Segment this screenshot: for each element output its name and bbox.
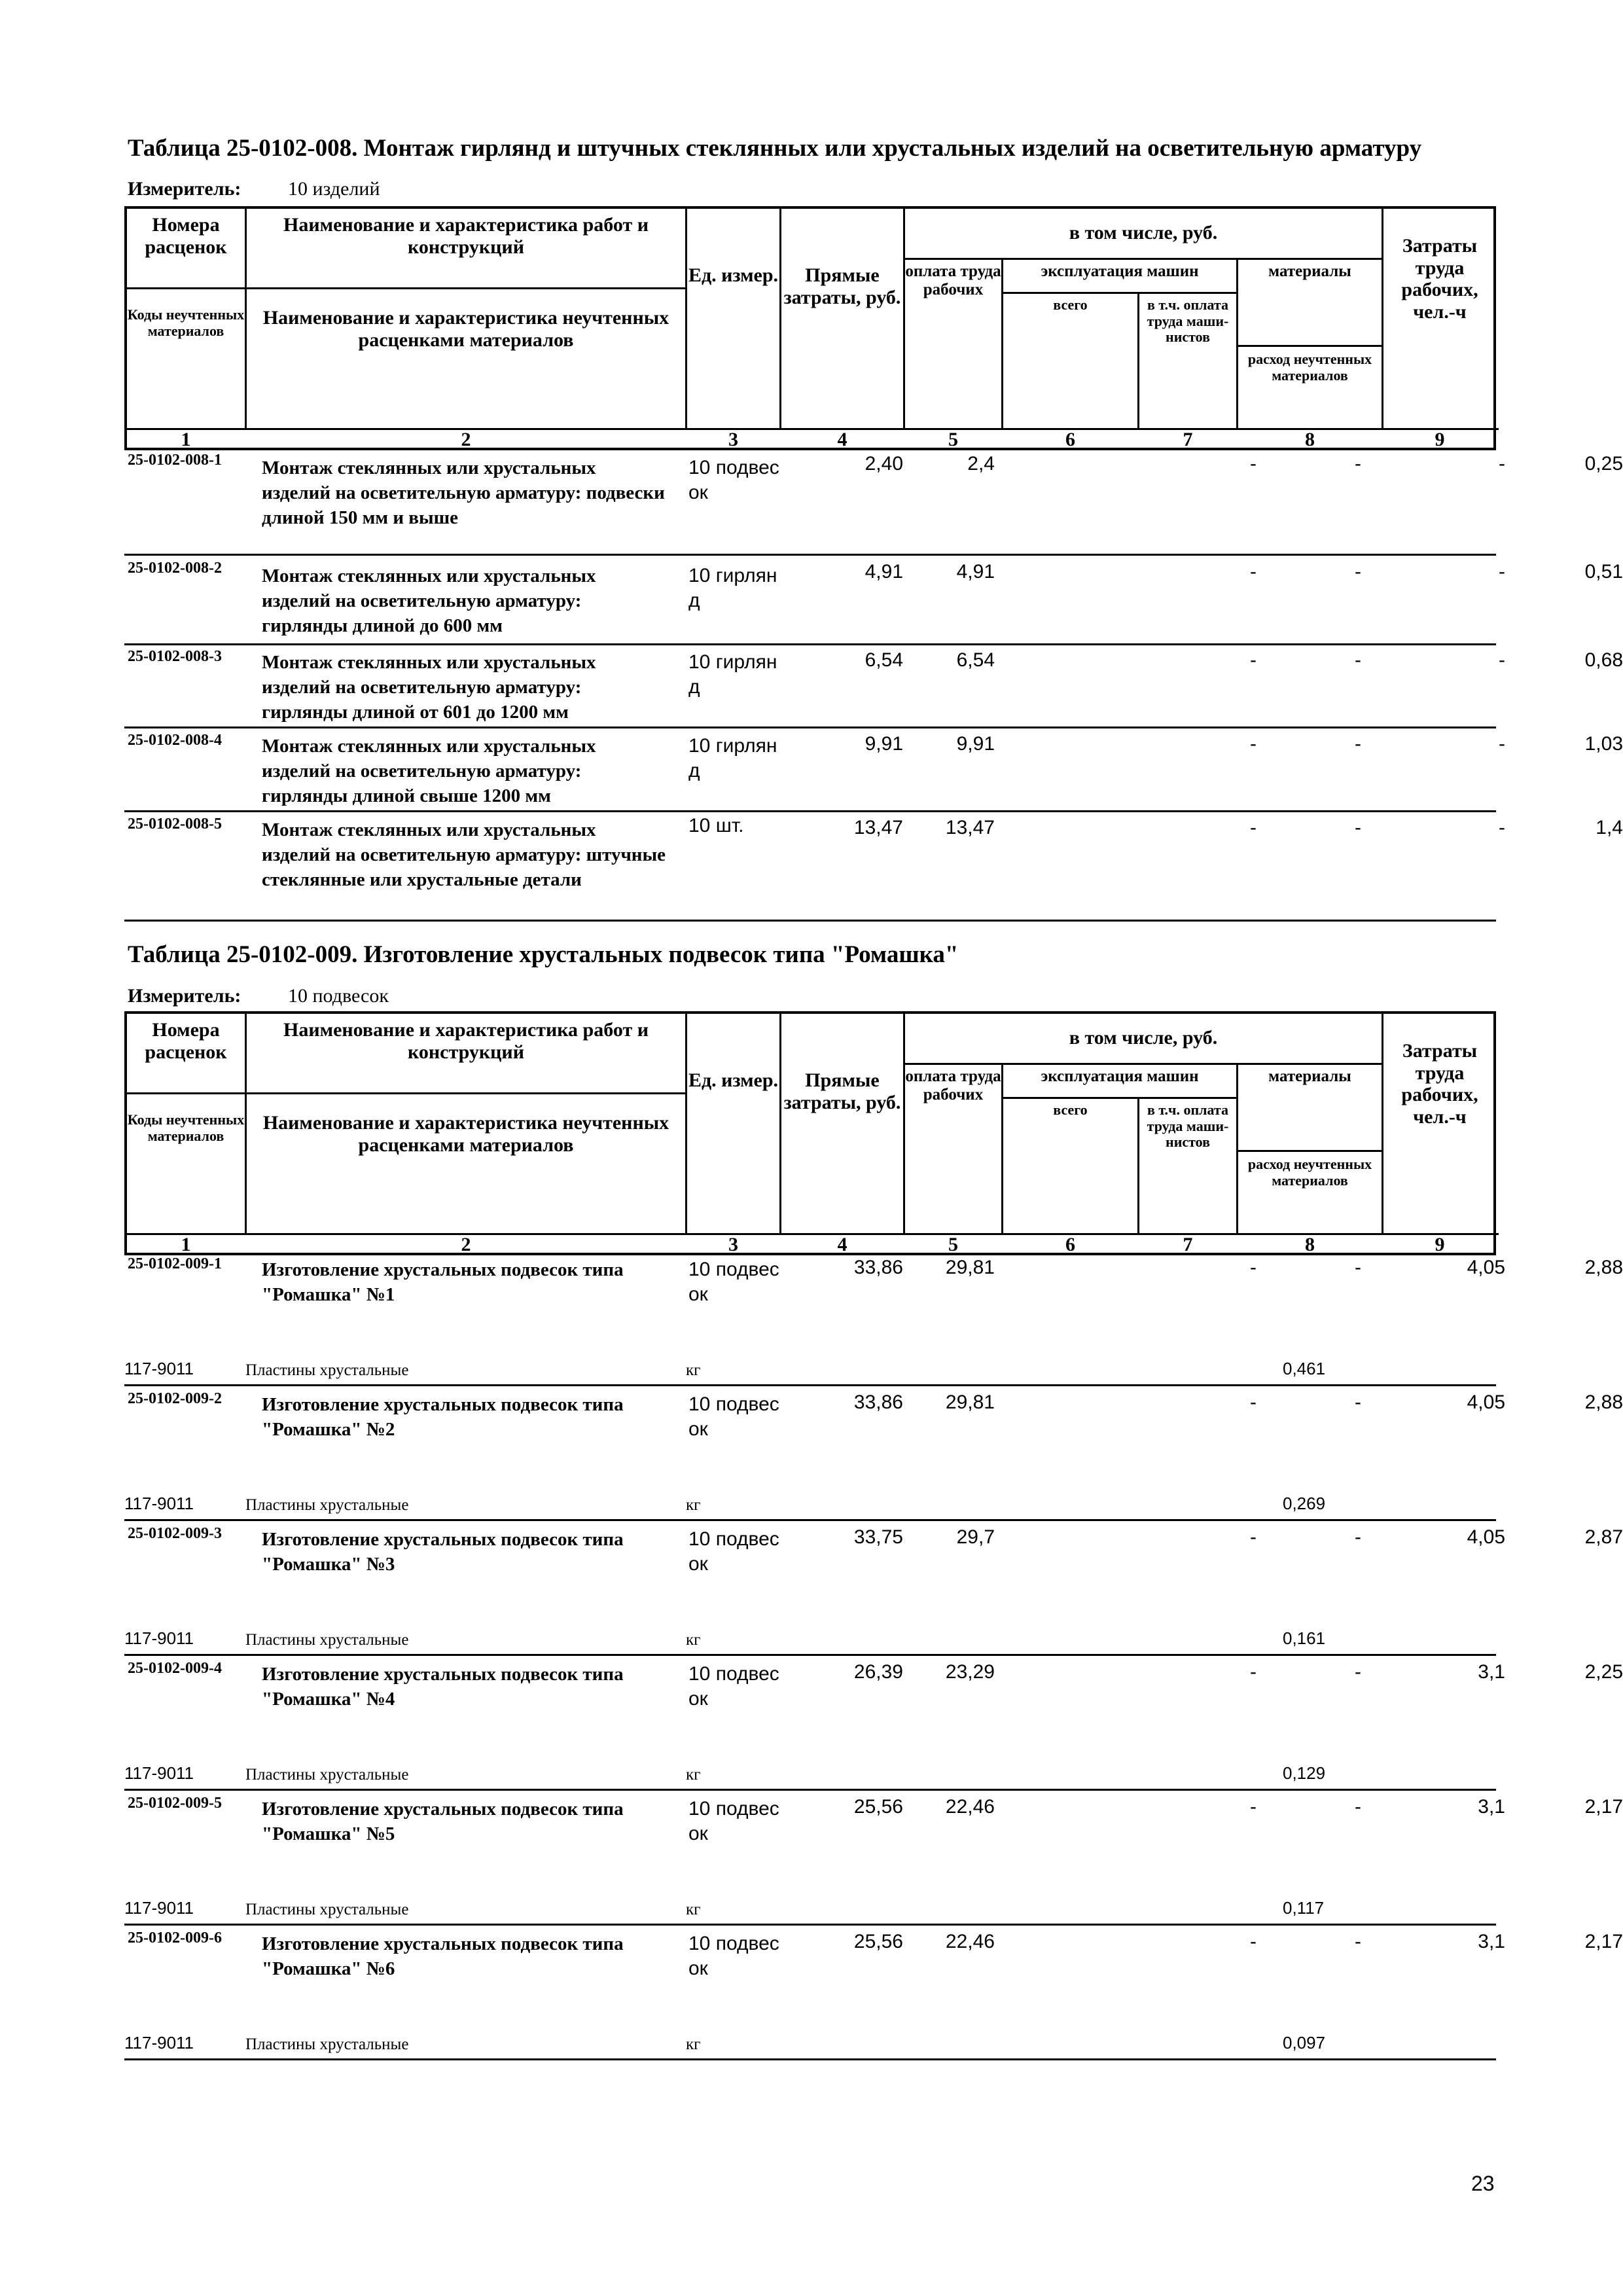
row-pay: 29,81 bbox=[945, 1391, 995, 1413]
material-unit: кг bbox=[686, 1766, 701, 1784]
col-machines-total-label: всего bbox=[1053, 296, 1088, 313]
row-mat: 3,1 bbox=[1478, 1796, 1505, 1818]
material-qty: 0,129 bbox=[1283, 1763, 1326, 1783]
col-num: 8 bbox=[1305, 429, 1315, 450]
row-mach: - bbox=[1250, 733, 1257, 755]
col-num: 6 bbox=[1065, 429, 1075, 450]
row-divider bbox=[124, 1924, 1496, 1926]
row-mat: 4,05 bbox=[1467, 1391, 1505, 1413]
col-num: 4 bbox=[837, 1234, 847, 1255]
row-direct: 33,86 bbox=[853, 1391, 903, 1413]
row-pay: 2,4 bbox=[967, 453, 995, 475]
material-qty: 0,161 bbox=[1283, 1628, 1326, 1648]
row-mach-pay: - bbox=[1355, 1796, 1361, 1818]
row-unit: 10 подвесок bbox=[688, 1259, 779, 1305]
row-mach: - bbox=[1250, 561, 1257, 583]
row-mach-pay: - bbox=[1355, 1931, 1361, 1952]
row-name: Монтаж стеклянных или хрустальных изделий на осветительную арматуру: гирлянды длиной свыше 1200 мм bbox=[262, 736, 596, 806]
col-machines-label: эксплуатация машин bbox=[1041, 262, 1199, 280]
material-code: 117-9011 bbox=[124, 1494, 194, 1513]
material-code: 117-9011 bbox=[124, 1359, 194, 1378]
col-unit-label: Ед. измер. bbox=[688, 264, 779, 286]
row-pay: 29,7 bbox=[956, 1526, 995, 1548]
row-direct: 9,91 bbox=[865, 733, 903, 755]
row-name: Изготовление хрустальных подвесок типа "Ромашка" №4 bbox=[262, 1664, 624, 1710]
col-num: 8 bbox=[1305, 1234, 1315, 1255]
col-num: 5 bbox=[948, 429, 958, 450]
material-qty: 0,269 bbox=[1283, 1494, 1326, 1513]
row-divider bbox=[124, 2058, 1496, 2060]
col-labor-cost-label: Затраты труда рабочих, чел.-ч bbox=[1401, 235, 1478, 323]
row-divider bbox=[124, 643, 1496, 645]
row-name: Монтаж стеклянных или хрустальных изделий на осветительную арматуру: подвески длиной 150 мм и выше bbox=[262, 457, 665, 528]
row-direct: 2,40 bbox=[865, 453, 903, 475]
row-labor: 2,25 bbox=[1584, 1661, 1623, 1683]
col-direct-label: Прямые затраты, руб. bbox=[783, 264, 901, 308]
row-unit: 10 подвесок bbox=[688, 1528, 779, 1575]
col-materials-sub-label: расход неучтенных материалов bbox=[1247, 1156, 1372, 1189]
row-divider bbox=[124, 1654, 1496, 1656]
row-labor: 0,25 bbox=[1584, 453, 1623, 475]
row-unit: 10 подвесок bbox=[688, 1798, 779, 1844]
row-mach: - bbox=[1250, 1257, 1257, 1278]
row-mach-pay: - bbox=[1355, 1391, 1361, 1413]
row-direct: 33,75 bbox=[853, 1526, 903, 1548]
row-pay: 22,46 bbox=[945, 1931, 995, 1952]
row-mach: - bbox=[1250, 1661, 1257, 1683]
row-labor: 2,88 bbox=[1584, 1391, 1623, 1413]
row-direct: 25,56 bbox=[853, 1931, 903, 1952]
col-materials-label: материалы bbox=[1268, 262, 1351, 280]
row-divider bbox=[124, 1384, 1496, 1386]
material-qty: 0,097 bbox=[1283, 2033, 1326, 2053]
col-num: 3 bbox=[728, 1234, 738, 1255]
row-code: 25-0102-009-6 bbox=[128, 1929, 222, 1946]
row-direct: 33,86 bbox=[853, 1257, 903, 1278]
table-2-title: Таблица 25-0102-009. Изготовление хрустальных подвесок типа "Ромашка" bbox=[128, 941, 959, 968]
col-num: 2 bbox=[461, 1234, 471, 1255]
material-code: 117-9011 bbox=[124, 1898, 194, 1918]
row-direct: 25,56 bbox=[853, 1796, 903, 1818]
row-mach: - bbox=[1250, 1391, 1257, 1413]
row-mach: - bbox=[1250, 817, 1257, 838]
row-mat: - bbox=[1499, 649, 1505, 671]
row-direct: 4,91 bbox=[865, 561, 903, 583]
row-mat: 4,05 bbox=[1467, 1257, 1505, 1278]
row-labor: 2,88 bbox=[1584, 1257, 1623, 1278]
row-mat: - bbox=[1499, 561, 1505, 583]
row-mat: - bbox=[1499, 733, 1505, 755]
table-2-measure bbox=[128, 985, 389, 1007]
row-labor: 0,68 bbox=[1584, 649, 1623, 671]
measure-label: Измеритель: bbox=[128, 178, 241, 200]
col-codes-label: Коды неучтенных материалов bbox=[127, 1111, 245, 1144]
col-num: 1 bbox=[181, 429, 191, 450]
material-unit: кг bbox=[686, 1901, 701, 1918]
row-name: Монтаж стеклянных или хрустальных изделий на осветительную арматуру: гирлянды длиной от 601 до 1200 мм bbox=[262, 652, 596, 723]
row-mat: - bbox=[1499, 817, 1505, 838]
row-pay: 13,47 bbox=[945, 817, 995, 838]
table-1-header bbox=[124, 206, 1496, 450]
row-code: 25-0102-009-3 bbox=[128, 1525, 222, 1542]
col-mat-name-label: Наименование и характеристика неучтенных расценками материалов bbox=[262, 1112, 669, 1156]
row-mach-pay: - bbox=[1355, 1661, 1361, 1683]
row-divider bbox=[124, 726, 1496, 728]
col-num: 9 bbox=[1435, 1234, 1445, 1255]
col-num: 9 bbox=[1435, 429, 1445, 450]
col-machines-pay-label: в т.ч. оплата труда маши-нистов bbox=[1147, 1102, 1229, 1151]
material-name: Пластины хрустальные bbox=[245, 1631, 409, 1649]
row-labor: 2,17 bbox=[1584, 1796, 1623, 1818]
row-unit: 10 шт. bbox=[688, 815, 744, 836]
col-num: 7 bbox=[1183, 1234, 1193, 1255]
measure-value: 10 подвесок bbox=[288, 985, 389, 1007]
row-labor: 1,4 bbox=[1596, 817, 1623, 838]
row-divider bbox=[124, 1789, 1496, 1791]
material-qty: 0,461 bbox=[1283, 1359, 1326, 1378]
row-pay: 22,46 bbox=[945, 1796, 995, 1818]
col-mat-name-label: Наименование и характеристика неучтенных расценками материалов bbox=[262, 307, 669, 351]
table-1-measure bbox=[128, 178, 380, 200]
material-unit: кг bbox=[686, 2036, 701, 2053]
row-code: 25-0102-008-5 bbox=[128, 816, 222, 833]
material-name: Пластины хрустальные bbox=[245, 1766, 409, 1784]
material-name: Пластины хрустальные bbox=[245, 1496, 409, 1514]
col-num: 2 bbox=[461, 429, 471, 450]
row-pay: 23,29 bbox=[945, 1661, 995, 1683]
row-labor: 2,87 bbox=[1584, 1526, 1623, 1548]
row-pay: 29,81 bbox=[945, 1257, 995, 1278]
row-code: 25-0102-009-2 bbox=[128, 1390, 222, 1407]
col-numbers-label: Номера расценок bbox=[145, 214, 227, 258]
row-divider bbox=[124, 810, 1496, 812]
material-name: Пластины хрустальные bbox=[245, 1901, 409, 1918]
col-materials-sub-label: расход неучтенных материалов bbox=[1247, 351, 1372, 384]
row-direct: 13,47 bbox=[853, 817, 903, 838]
row-name: Монтаж стеклянных или хрустальных изделий на осветительную арматуру: штучные стеклянные или хрустальные детали bbox=[262, 819, 666, 890]
material-unit: кг bbox=[686, 1361, 701, 1379]
row-labor: 0,51 bbox=[1584, 561, 1623, 583]
row-mat: 4,05 bbox=[1467, 1526, 1505, 1548]
row-mat: - bbox=[1499, 453, 1505, 475]
row-name: Изготовление хрустальных подвесок типа "Ромашка" №6 bbox=[262, 1933, 624, 1979]
col-num: 3 bbox=[728, 429, 738, 450]
row-name: Изготовление хрустальных подвесок типа "Ромашка" №3 bbox=[262, 1529, 624, 1575]
material-code: 117-9011 bbox=[124, 1763, 194, 1783]
row-code: 25-0102-008-3 bbox=[128, 648, 222, 665]
col-machines-pay-label: в т.ч. оплата труда маши-нистов bbox=[1147, 296, 1229, 346]
row-mach-pay: - bbox=[1355, 1257, 1361, 1278]
col-numbers-label: Номера расценок bbox=[145, 1019, 227, 1063]
row-pay: 9,91 bbox=[956, 733, 995, 755]
material-code: 117-9011 bbox=[124, 2033, 194, 2053]
row-direct: 26,39 bbox=[853, 1661, 903, 1683]
table-1-title: Таблица 25-0102-008. Монтаж гирлянд и штучных стеклянных или хрустальных изделий на осветительную арматуру bbox=[128, 135, 1422, 162]
col-codes-label: Коды неучтенных материалов bbox=[127, 306, 245, 339]
row-unit: 10 подвесок bbox=[688, 1663, 779, 1710]
row-unit: 10 гирлянд bbox=[688, 565, 777, 611]
row-mach-pay: - bbox=[1355, 649, 1361, 671]
col-name-label: Наименование и характеристика работ и конструкций bbox=[283, 1019, 649, 1063]
row-mat: 3,1 bbox=[1478, 1661, 1505, 1683]
col-num: 1 bbox=[181, 1234, 191, 1255]
row-mach-pay: - bbox=[1355, 453, 1361, 475]
row-pay: 4,91 bbox=[956, 561, 995, 583]
table-2-header bbox=[124, 1011, 1496, 1255]
row-divider bbox=[124, 554, 1496, 556]
measure-value: 10 изделий bbox=[288, 178, 380, 200]
row-mach-pay: - bbox=[1355, 817, 1361, 838]
material-name: Пластины хрустальные bbox=[245, 1361, 409, 1379]
col-num: 4 bbox=[837, 429, 847, 450]
material-unit: кг bbox=[686, 1631, 701, 1649]
row-mach-pay: - bbox=[1355, 1526, 1361, 1548]
row-name: Изготовление хрустальных подвесок типа "Ромашка" №1 bbox=[262, 1259, 624, 1305]
col-labor-cost-label: Затраты труда рабочих, чел.-ч bbox=[1401, 1040, 1478, 1128]
col-incl-label: в том числе, руб. bbox=[1069, 1027, 1218, 1049]
row-divider bbox=[124, 920, 1496, 922]
col-unit-label: Ед. измер. bbox=[688, 1069, 779, 1091]
col-machines-total-label: всего bbox=[1053, 1102, 1088, 1118]
col-num: 5 bbox=[948, 1234, 958, 1255]
row-name: Изготовление хрустальных подвесок типа "Ромашка" №5 bbox=[262, 1799, 624, 1844]
material-qty: 0,117 bbox=[1283, 1898, 1325, 1918]
row-code: 25-0102-009-1 bbox=[128, 1255, 222, 1272]
row-labor: 1,03 bbox=[1584, 733, 1623, 755]
row-direct: 6,54 bbox=[865, 649, 903, 671]
row-name: Изготовление хрустальных подвесок типа "Ромашка" №2 bbox=[262, 1394, 624, 1440]
row-mach: - bbox=[1250, 453, 1257, 475]
row-mach: - bbox=[1250, 649, 1257, 671]
row-name: Монтаж стеклянных или хрустальных изделий на осветительную арматуру: гирлянды длиной до 600 мм bbox=[262, 565, 596, 636]
col-direct-label: Прямые затраты, руб. bbox=[783, 1069, 901, 1113]
col-name-label: Наименование и характеристика работ и конструкций bbox=[283, 214, 649, 258]
material-name: Пластины хрустальные bbox=[245, 2036, 409, 2053]
row-labor: 2,17 bbox=[1584, 1931, 1623, 1952]
measure-label: Измеритель: bbox=[128, 985, 241, 1007]
row-mat: 3,1 bbox=[1478, 1931, 1505, 1952]
row-mach-pay: - bbox=[1355, 733, 1361, 755]
row-divider bbox=[124, 1519, 1496, 1521]
row-mach-pay: - bbox=[1355, 561, 1361, 583]
row-unit: 10 гирлянд bbox=[688, 651, 777, 698]
col-num: 6 bbox=[1065, 1234, 1075, 1255]
row-code: 25-0102-008-2 bbox=[128, 560, 222, 577]
row-unit: 10 подвесок bbox=[688, 1933, 779, 1979]
row-code: 25-0102-009-5 bbox=[128, 1795, 222, 1812]
col-labor-pay-label: оплата труда рабочих bbox=[905, 1067, 1001, 1103]
row-unit: 10 гирлянд bbox=[688, 735, 777, 781]
row-code: 25-0102-008-1 bbox=[128, 452, 222, 469]
row-mach: - bbox=[1250, 1526, 1257, 1548]
material-unit: кг bbox=[686, 1496, 701, 1514]
row-code: 25-0102-009-4 bbox=[128, 1660, 222, 1677]
row-pay: 6,54 bbox=[956, 649, 995, 671]
col-incl-label: в том числе, руб. bbox=[1069, 222, 1218, 243]
row-mach: - bbox=[1250, 1931, 1257, 1952]
row-unit: 10 подвесок bbox=[688, 457, 779, 503]
col-labor-pay-label: оплата труда рабочих bbox=[905, 262, 1001, 298]
row-unit: 10 подвесок bbox=[688, 1393, 779, 1440]
row-mach: - bbox=[1250, 1796, 1257, 1818]
col-materials-label: материалы bbox=[1268, 1067, 1351, 1085]
col-machines-label: эксплуатация машин bbox=[1041, 1067, 1199, 1085]
material-code: 117-9011 bbox=[124, 1628, 194, 1648]
page-number: 23 bbox=[1471, 2172, 1495, 2195]
col-num: 7 bbox=[1183, 429, 1193, 450]
row-code: 25-0102-008-4 bbox=[128, 732, 222, 749]
